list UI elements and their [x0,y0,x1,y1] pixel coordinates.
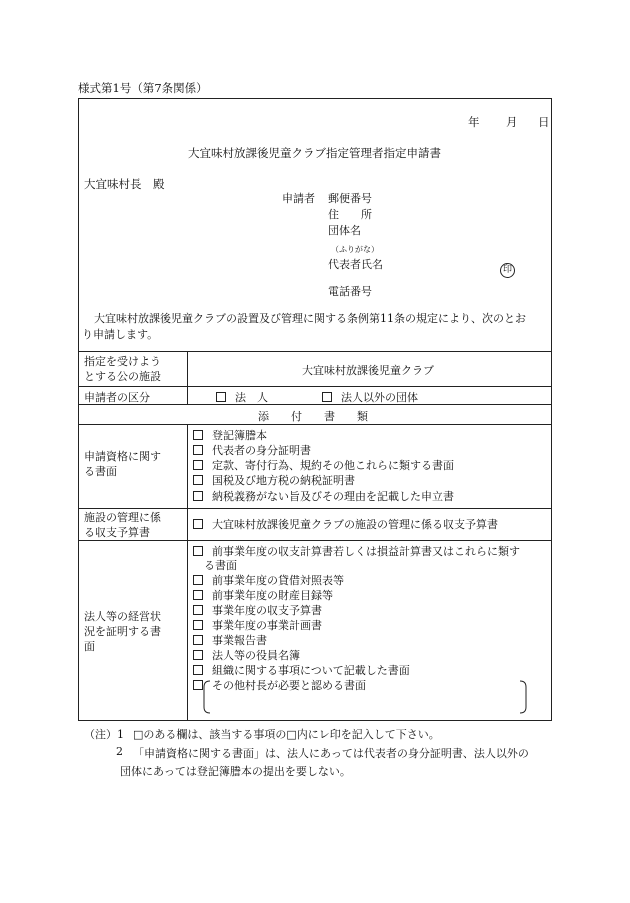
management-item[interactable]: 前事業年度の収支計算書若しくは損益計算書又はこれらに類す [193,545,520,558]
checkbox-icon[interactable] [193,605,203,615]
management-label: 法人等の経営状 況を証明する書 面 [84,610,161,653]
checkbox-icon[interactable] [193,475,203,485]
qualification-item[interactable]: 定款、寄付行為、規約その他これらに類する書面 [193,459,454,472]
col-divider-top [187,351,188,404]
management-item[interactable]: 事業年度の収支予算書 [193,604,322,617]
checkbox-icon[interactable] [193,620,203,630]
qualification-item[interactable]: 登記簿謄本 [193,429,267,442]
checkbox-icon[interactable] [193,650,203,660]
management-item[interactable]: 前事業年度の財産目録等 [193,589,333,602]
representative-name-label: 代表者氏名 [328,258,383,271]
note-prefix: （注）1 [84,728,124,741]
qualification-item[interactable]: 代表者の身分証明書 [193,444,311,457]
row-line-3 [78,424,552,425]
document-title: 大宜味村放課後児童クラブ指定管理者指定申請書 [188,146,441,160]
intro-line-2: り申請します。 [82,328,159,341]
checkbox-icon[interactable] [193,665,203,675]
col-divider-bottom [187,424,188,721]
note-2-number: 2 [116,745,123,758]
phone-label: 電話番号 [328,285,372,298]
qualification-item[interactable]: 納税義務がない旨及びその理由を記載した申立書 [193,490,454,503]
furigana-label: （ふりがな） [331,245,379,254]
date-month: 月 [506,115,518,129]
checkbox-icon[interactable] [193,635,203,645]
budget-item[interactable]: 大宜味村放課後児童クラブの施設の管理に係る収支予算書 [193,518,498,531]
facility-label: 指定を受けよう とする公の施設 [84,355,161,383]
organization-label: 団体名 [328,224,361,237]
management-item[interactable]: 組織に関する事項について記載した書面 [193,664,410,677]
date-year: 年 [468,115,480,129]
facility-value: 大宜味村放課後児童クラブ [302,364,434,377]
applicant-label: 申請者 [282,192,315,205]
management-item-other[interactable]: その他村長が必要と認める書面 [193,679,366,692]
row-line-5 [78,540,552,541]
category-label: 申請者の区分 [84,391,150,404]
checkbox-icon[interactable] [193,491,203,501]
note-1: □のある欄は、該当する事項の□内にレ印を記入して下さい。 [133,728,440,741]
other-documents-bracket[interactable] [202,680,532,714]
management-item[interactable]: 前事業年度の貸借対照表等 [193,574,344,587]
checkbox-icon[interactable] [193,575,203,585]
seal-icon: 印 [500,263,515,278]
category-option-other[interactable]: 法人以外の団体 [322,389,418,405]
bracket-right-icon [520,681,526,713]
intro-line-1: 大宜味村放課後児童クラブの設置及び管理に関する条例第11条の規定により、次のとお [94,312,526,325]
row-line-4 [78,508,552,509]
management-item[interactable]: 事業年度の事業計画書 [193,619,322,632]
budget-label: 施設の管理に係 る収支予算書 [84,511,161,539]
checkbox-icon[interactable] [193,590,203,600]
address-label: 住 所 [328,208,372,221]
qualification-label: 申請資格に関す る書面 [84,450,161,478]
seal-mark [500,257,515,278]
bracket-left-icon [204,681,210,713]
checkbox-icon[interactable] [193,546,203,556]
checkbox-icon[interactable] [193,460,203,470]
management-item-continuation: る書面 [204,559,237,572]
category-option-corporation[interactable]: 法 人 [216,389,268,405]
note-2-line-1: 「申請資格に関する書面」は、法人にあっては代表者の身分証明書、法人以外の [133,747,529,760]
addressee: 大宜味村長 殿 [84,177,165,191]
postal-code-label: 郵便番号 [328,192,372,205]
attachments-header: 添 付 書 類 [258,410,368,423]
management-item[interactable]: 法人等の役員名簿 [193,649,300,662]
table-top-line [78,351,552,352]
date-day: 日 [538,115,550,129]
form-reference: 様式第1号（第7条関係） [78,81,208,95]
checkbox-icon[interactable] [193,445,203,455]
checkbox-icon[interactable] [216,392,226,402]
checkbox-icon[interactable] [193,519,203,529]
checkbox-icon[interactable] [322,392,332,402]
row-line-1 [78,386,552,387]
note-2-line-2: 団体にあっては登記簿謄本の提出を要しない。 [120,765,351,778]
checkbox-icon[interactable] [193,430,203,440]
qualification-item[interactable]: 国税及び地方税の納税証明書 [193,474,355,487]
management-item[interactable]: 事業報告書 [193,634,267,647]
